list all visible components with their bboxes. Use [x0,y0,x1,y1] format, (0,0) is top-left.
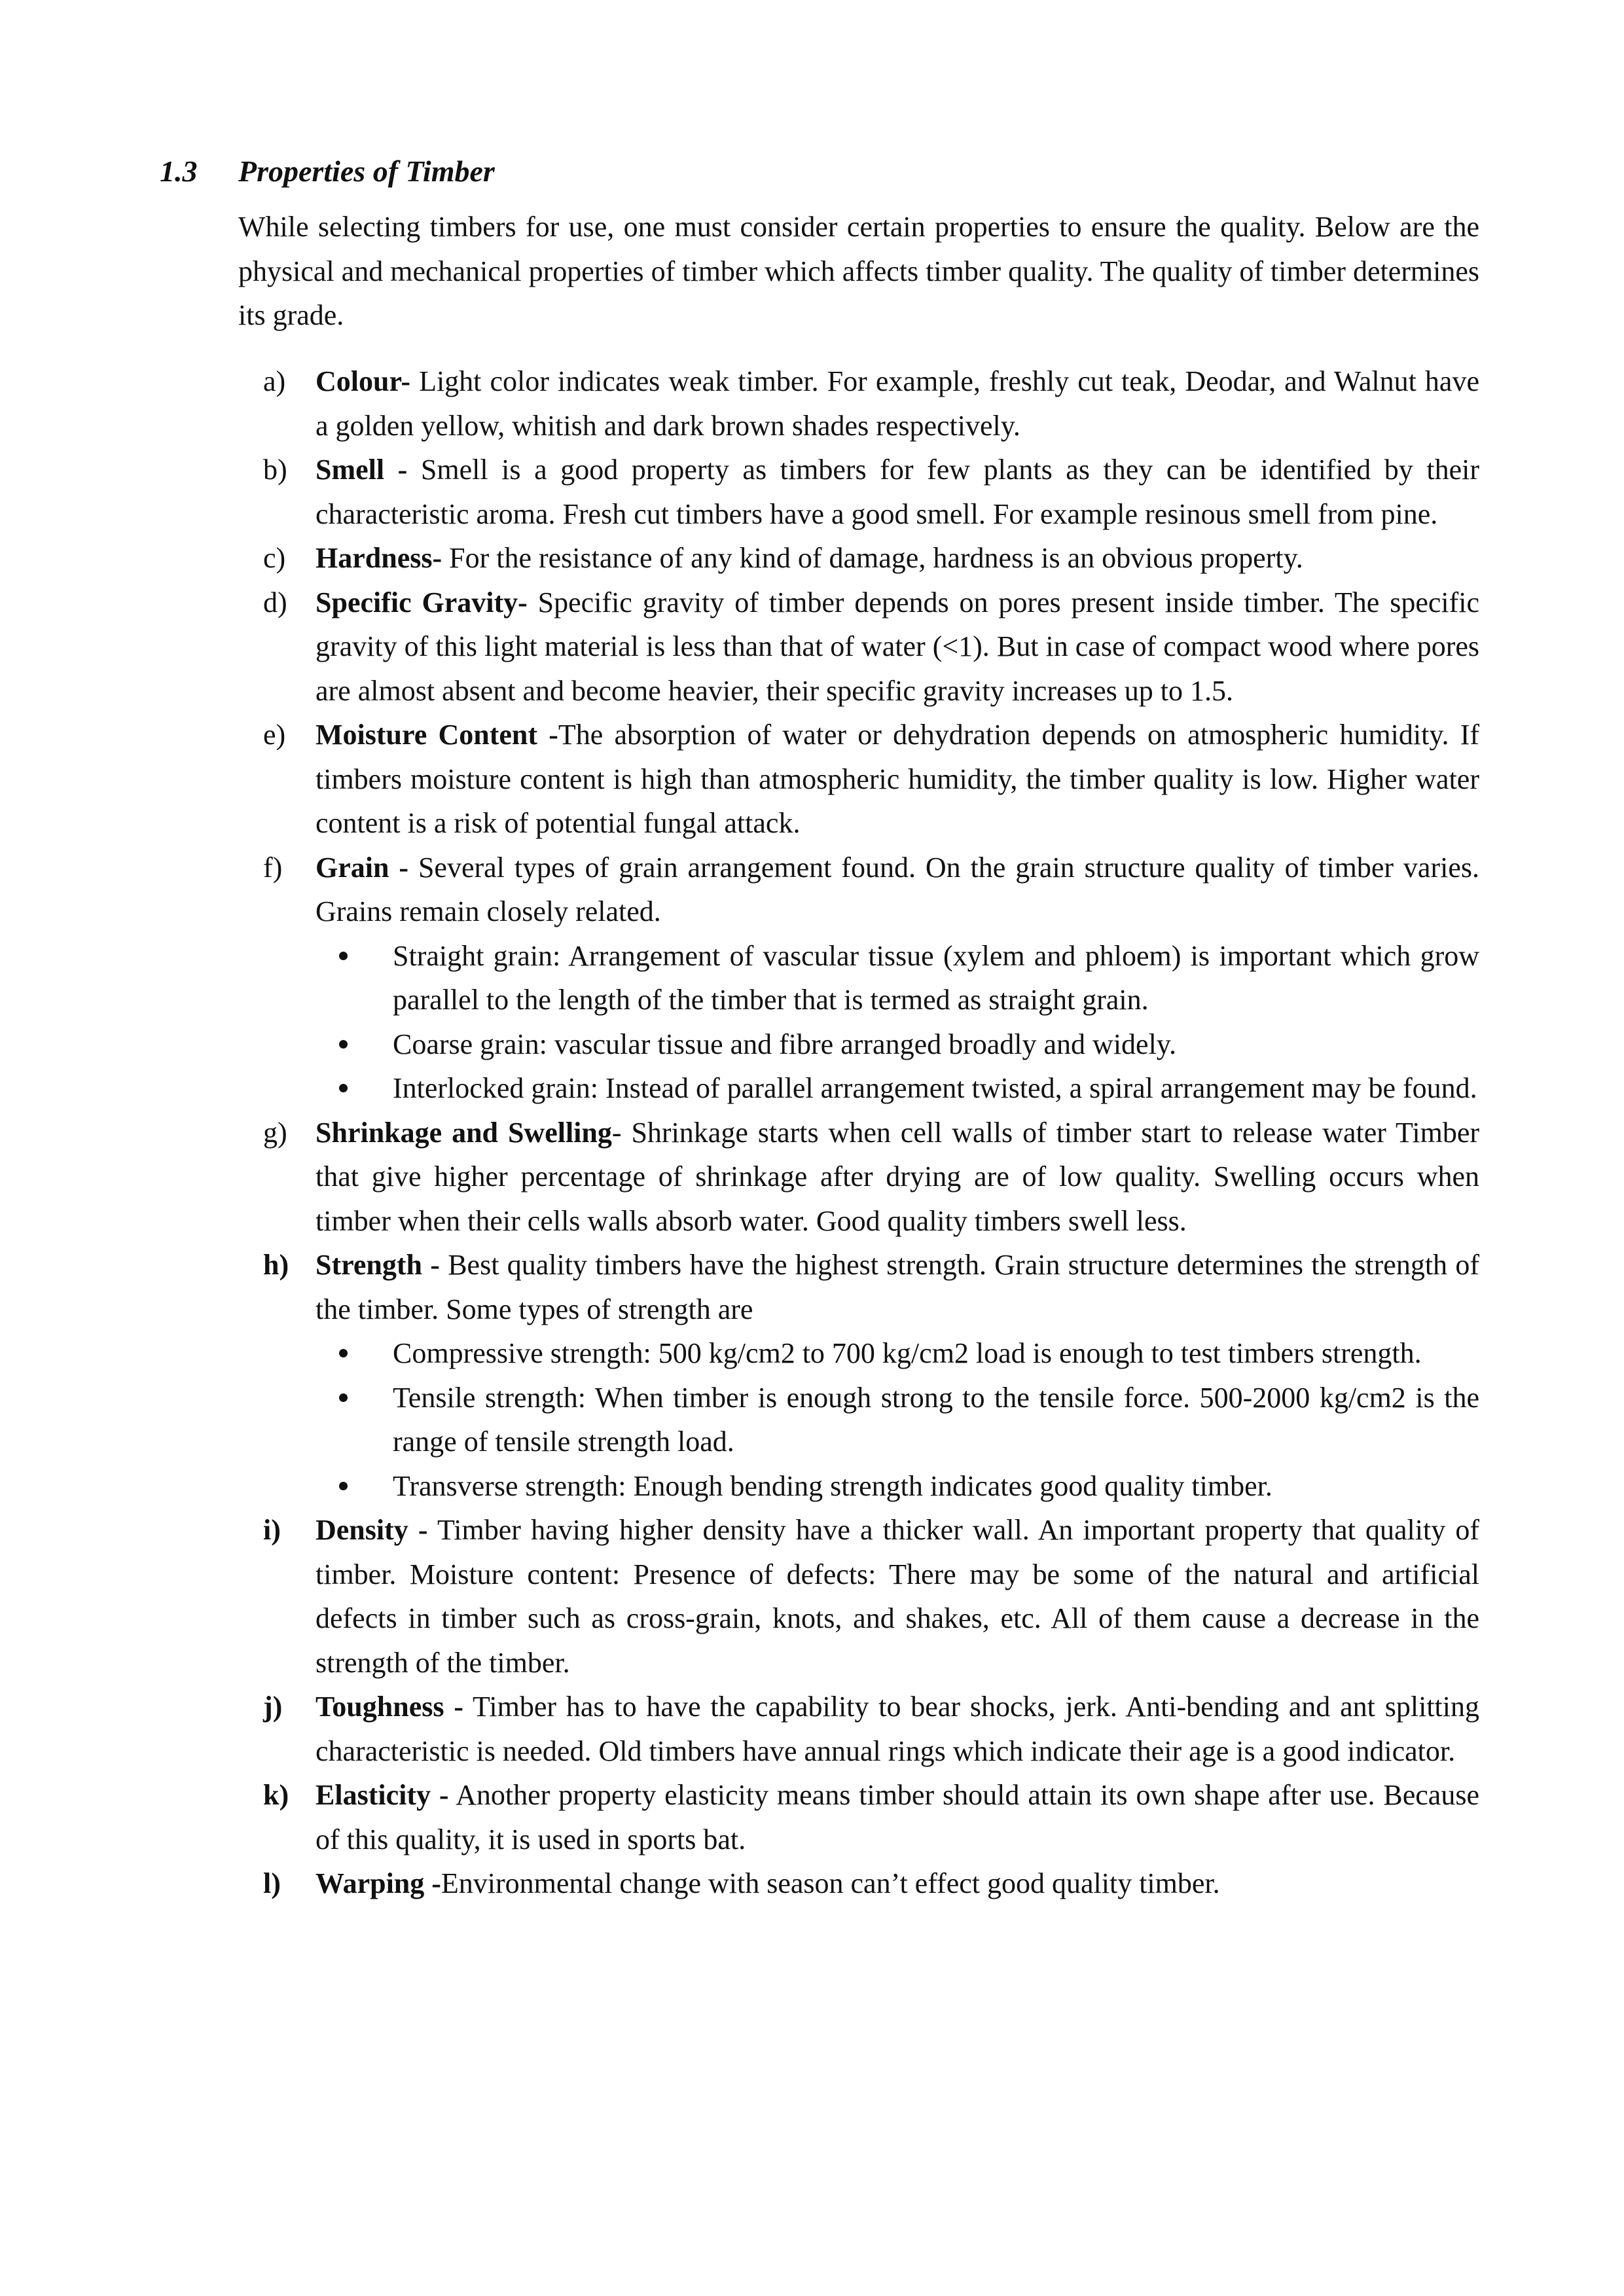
bullet-icon [339,1393,348,1402]
properties-list [238,359,1479,1906]
list-item [238,1773,1479,1861]
bullet-icon [339,1482,348,1490]
bullet-text: Compressive strength: 500 kg/cm2 to 700 kg/cm2 load is enough to test timbers strength. [393,1337,1422,1369]
item-text: - Shrinkage starts when cell walls of timber start to release water Timber that give higher percentage of shrinkage after drying are of low quality. Swelling occurs when timber when their cells walls absorb water. Good quality timbers swell less. [316,1116,1480,1237]
item-term: Specific Gravity- [316,586,528,619]
item-text: Several types of grain arrangement found. On the grain structure quality of timber varies. Grains remain closely related. [316,851,1479,927]
section-number: 1.3 [160,154,198,188]
item-term: Density - [316,1514,428,1546]
item-marker: j) [263,1691,283,1723]
bullet-text: Interlocked grain: Instead of parallel arrangement twisted, a spiral arrangement may be found. [393,1072,1477,1104]
list-item [238,1508,1479,1685]
grain-bullet-list [316,934,1479,1111]
bullet-item [316,1331,1479,1376]
item-marker: b) [263,454,287,486]
item-term: Colour- [316,365,411,397]
item-marker: f) [263,851,283,884]
list-item [238,359,1479,448]
item-term: Smell - [316,454,408,486]
item-marker: d) [263,586,287,619]
list-item [238,1685,1479,1773]
list-item [238,581,1479,713]
item-text: Environmental change with season can’t effect good quality timber. [441,1867,1220,1899]
item-text: Timber having higher density have a thicker wall. An important property that quality of timber. Moisture content: Presence of defects: There may be some of the natural and artificial defects in timber such as cross-grain, knots, and shakes, etc. All of them cause a decrease in the strength of the timber. [316,1514,1480,1679]
bullet-item [316,1464,1479,1509]
bullet-icon [339,1084,348,1092]
item-text: The absorption of water or dehydration depends on atmospheric humidity. If timbers moisture content is high than atmospheric humidity, the timber quality is low. Higher water content is a risk of potential fungal attack. [316,719,1479,839]
item-term: Toughness - [316,1691,463,1723]
item-marker: l) [263,1867,281,1899]
item-marker: i) [263,1514,281,1546]
bullet-icon [339,1040,348,1049]
list-item [238,536,1479,581]
item-marker: h) [263,1249,289,1281]
item-text: Timber has to have the capability to bear shocks, jerk. Anti-bending and ant splitting characteristic is needed. Old timbers have annual rings which indicate their age is a good indicator. [316,1691,1479,1767]
item-term: Elasticity - [316,1779,449,1811]
bullet-text: Tensile strength: When timber is enough strong to the tensile force. 500-2000 kg/cm2 is the range of tensile strength load. [393,1381,1479,1458]
list-item [238,713,1479,846]
item-marker: g) [263,1116,287,1149]
item-term: Moisture Content - [316,719,558,751]
list-item [238,1243,1479,1508]
item-term: Grain - [316,851,409,884]
bullet-icon [339,952,348,960]
list-item [238,1111,1479,1244]
section-heading [160,149,495,194]
intro-paragraph: While selecting timbers for use, one must consider certain properties to ensure the quality. Below are the physical and mechanical properties of timber which affects timber quality. The quality of timber determines its grade. [238,211,1479,331]
list-item [238,448,1479,536]
item-term: Shrinkage and Swelling [316,1116,612,1149]
item-text: Another property elasticity means timber should attain its own shape after use. Because of this quality, it is used in sports bat. [316,1779,1479,1856]
bullet-item [316,1376,1479,1464]
bullet-item [316,934,1479,1022]
item-text: For the resistance of any kind of damage, hardness is an obvious property. [442,542,1303,574]
item-marker: c) [263,542,286,574]
section-title: Properties of Timber [238,154,495,188]
strength-bullet-list [316,1331,1479,1508]
bullet-icon [339,1349,348,1357]
item-marker: e) [263,719,286,751]
item-text: Specific gravity of timber depends on pores present inside timber. The specific gravity of this light material is less than that of water (<1). But in case of compact wood where pores are almost absent and become heavier, their specific gravity increases up to 1.5. [316,586,1480,707]
bullet-item [316,1066,1479,1111]
item-term: Warping - [316,1867,441,1899]
bullet-text: Straight grain: Arrangement of vascular tissue (xylem and phloem) is important which grow parallel to the length of the timber that is termed as straight grain. [393,939,1479,1016]
item-text: Light color indicates weak timber. For example, freshly cut teak, Deodar, and Walnut have a golden yellow, whitish and dark brown shades respectively. [316,365,1479,442]
item-term: Hardness- [316,542,442,574]
list-item [238,846,1479,1111]
bullet-text: Coarse grain: vascular tissue and fibre arranged broadly and widely. [393,1028,1176,1060]
item-marker: a) [263,365,286,397]
item-text: Smell is a good property as timbers for few plants as they can be identified by their characteristic aroma. Fresh cut timbers have a good smell. For example resinous smell from pine. [316,454,1479,530]
item-text: Best quality timbers have the highest strength. Grain structure determines the strength of the timber. Some types of strength are [316,1249,1479,1325]
bullet-text: Transverse strength: Enough bending strength indicates good quality timber. [393,1469,1272,1502]
item-term: Strength - [316,1249,440,1281]
bullet-item [316,1022,1479,1067]
list-item [238,1861,1479,1906]
item-marker: k) [263,1779,289,1811]
